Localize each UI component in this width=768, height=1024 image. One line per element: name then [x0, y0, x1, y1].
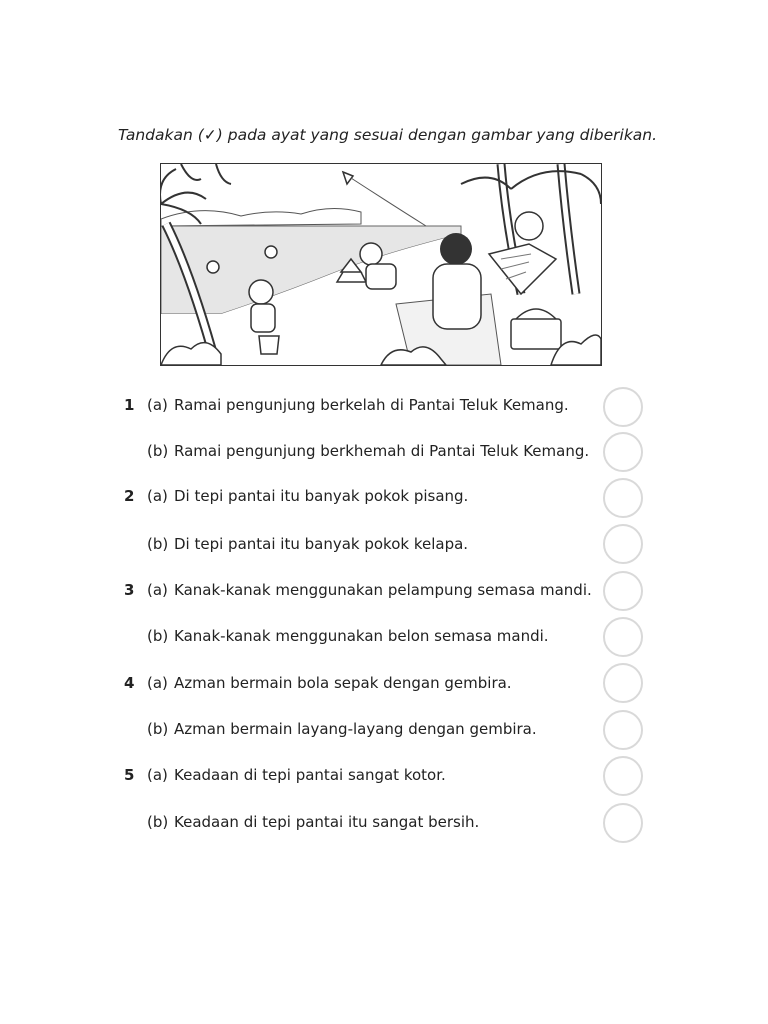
- answer-circle-2a[interactable]: [603, 478, 643, 518]
- option-label: (a): [147, 674, 168, 692]
- option-label: (a): [147, 487, 168, 505]
- option-label: (b): [147, 813, 169, 831]
- instruction-text: Tandakan (✓) pada ayat yang sesuai dengan gambar yang diberikan.: [118, 126, 658, 144]
- question-1b: [0, 442, 768, 464]
- answer-circle-5a[interactable]: [603, 756, 643, 796]
- question-number: 5: [124, 766, 135, 784]
- option-label: (a): [147, 581, 168, 599]
- beach-picnic-illustration: [160, 163, 602, 366]
- option-text: Di tepi pantai itu banyak pokok kelapa.: [174, 535, 469, 553]
- question-5a: [0, 766, 768, 788]
- option-text: Kanak-kanak menggunakan pelampung semasa mandi.: [174, 581, 592, 599]
- question-number: 2: [124, 487, 135, 505]
- option-label: (b): [147, 535, 169, 553]
- option-label: (b): [147, 627, 169, 645]
- answer-circle-5b[interactable]: [603, 803, 643, 843]
- option-text: Keadaan di tepi pantai itu sangat bersih.: [174, 813, 480, 831]
- option-text: Di tepi pantai itu banyak pokok pisang.: [174, 487, 469, 505]
- option-text: Kanak-kanak menggunakan belon semasa mandi.: [174, 627, 549, 645]
- option-text: Ramai pengunjung berkhemah di Pantai Teluk Kemang.: [174, 442, 590, 460]
- option-text: Azman bermain bola sepak dengan gembira.: [174, 674, 512, 692]
- question-1a: [0, 396, 768, 418]
- answer-circle-3b[interactable]: [603, 617, 643, 657]
- answer-circle-4b[interactable]: [603, 710, 643, 750]
- option-label: (a): [147, 766, 168, 784]
- question-number: 4: [124, 674, 135, 692]
- question-4b: [0, 720, 768, 742]
- answer-circle-1a[interactable]: [603, 387, 643, 427]
- answer-circle-2b[interactable]: [603, 524, 643, 564]
- question-number: 1: [124, 396, 135, 414]
- question-3a: [0, 581, 768, 603]
- question-2b: [0, 535, 768, 557]
- option-label: (b): [147, 720, 169, 738]
- option-label: (a): [147, 396, 168, 414]
- question-4a: [0, 674, 768, 696]
- option-label: (b): [147, 442, 169, 460]
- option-text: Azman bermain layang-layang dengan gembira.: [174, 720, 537, 738]
- question-3b: [0, 627, 768, 649]
- question-2a: [0, 487, 768, 509]
- question-number: 3: [124, 581, 135, 599]
- answer-circle-1b[interactable]: [603, 432, 643, 472]
- answer-circle-4a[interactable]: [603, 663, 643, 703]
- answer-circle-3a[interactable]: [603, 571, 643, 611]
- option-text: Ramai pengunjung berkelah di Pantai Teluk Kemang.: [174, 396, 569, 414]
- question-5b: [0, 813, 768, 835]
- option-text: Keadaan di tepi pantai sangat kotor.: [174, 766, 446, 784]
